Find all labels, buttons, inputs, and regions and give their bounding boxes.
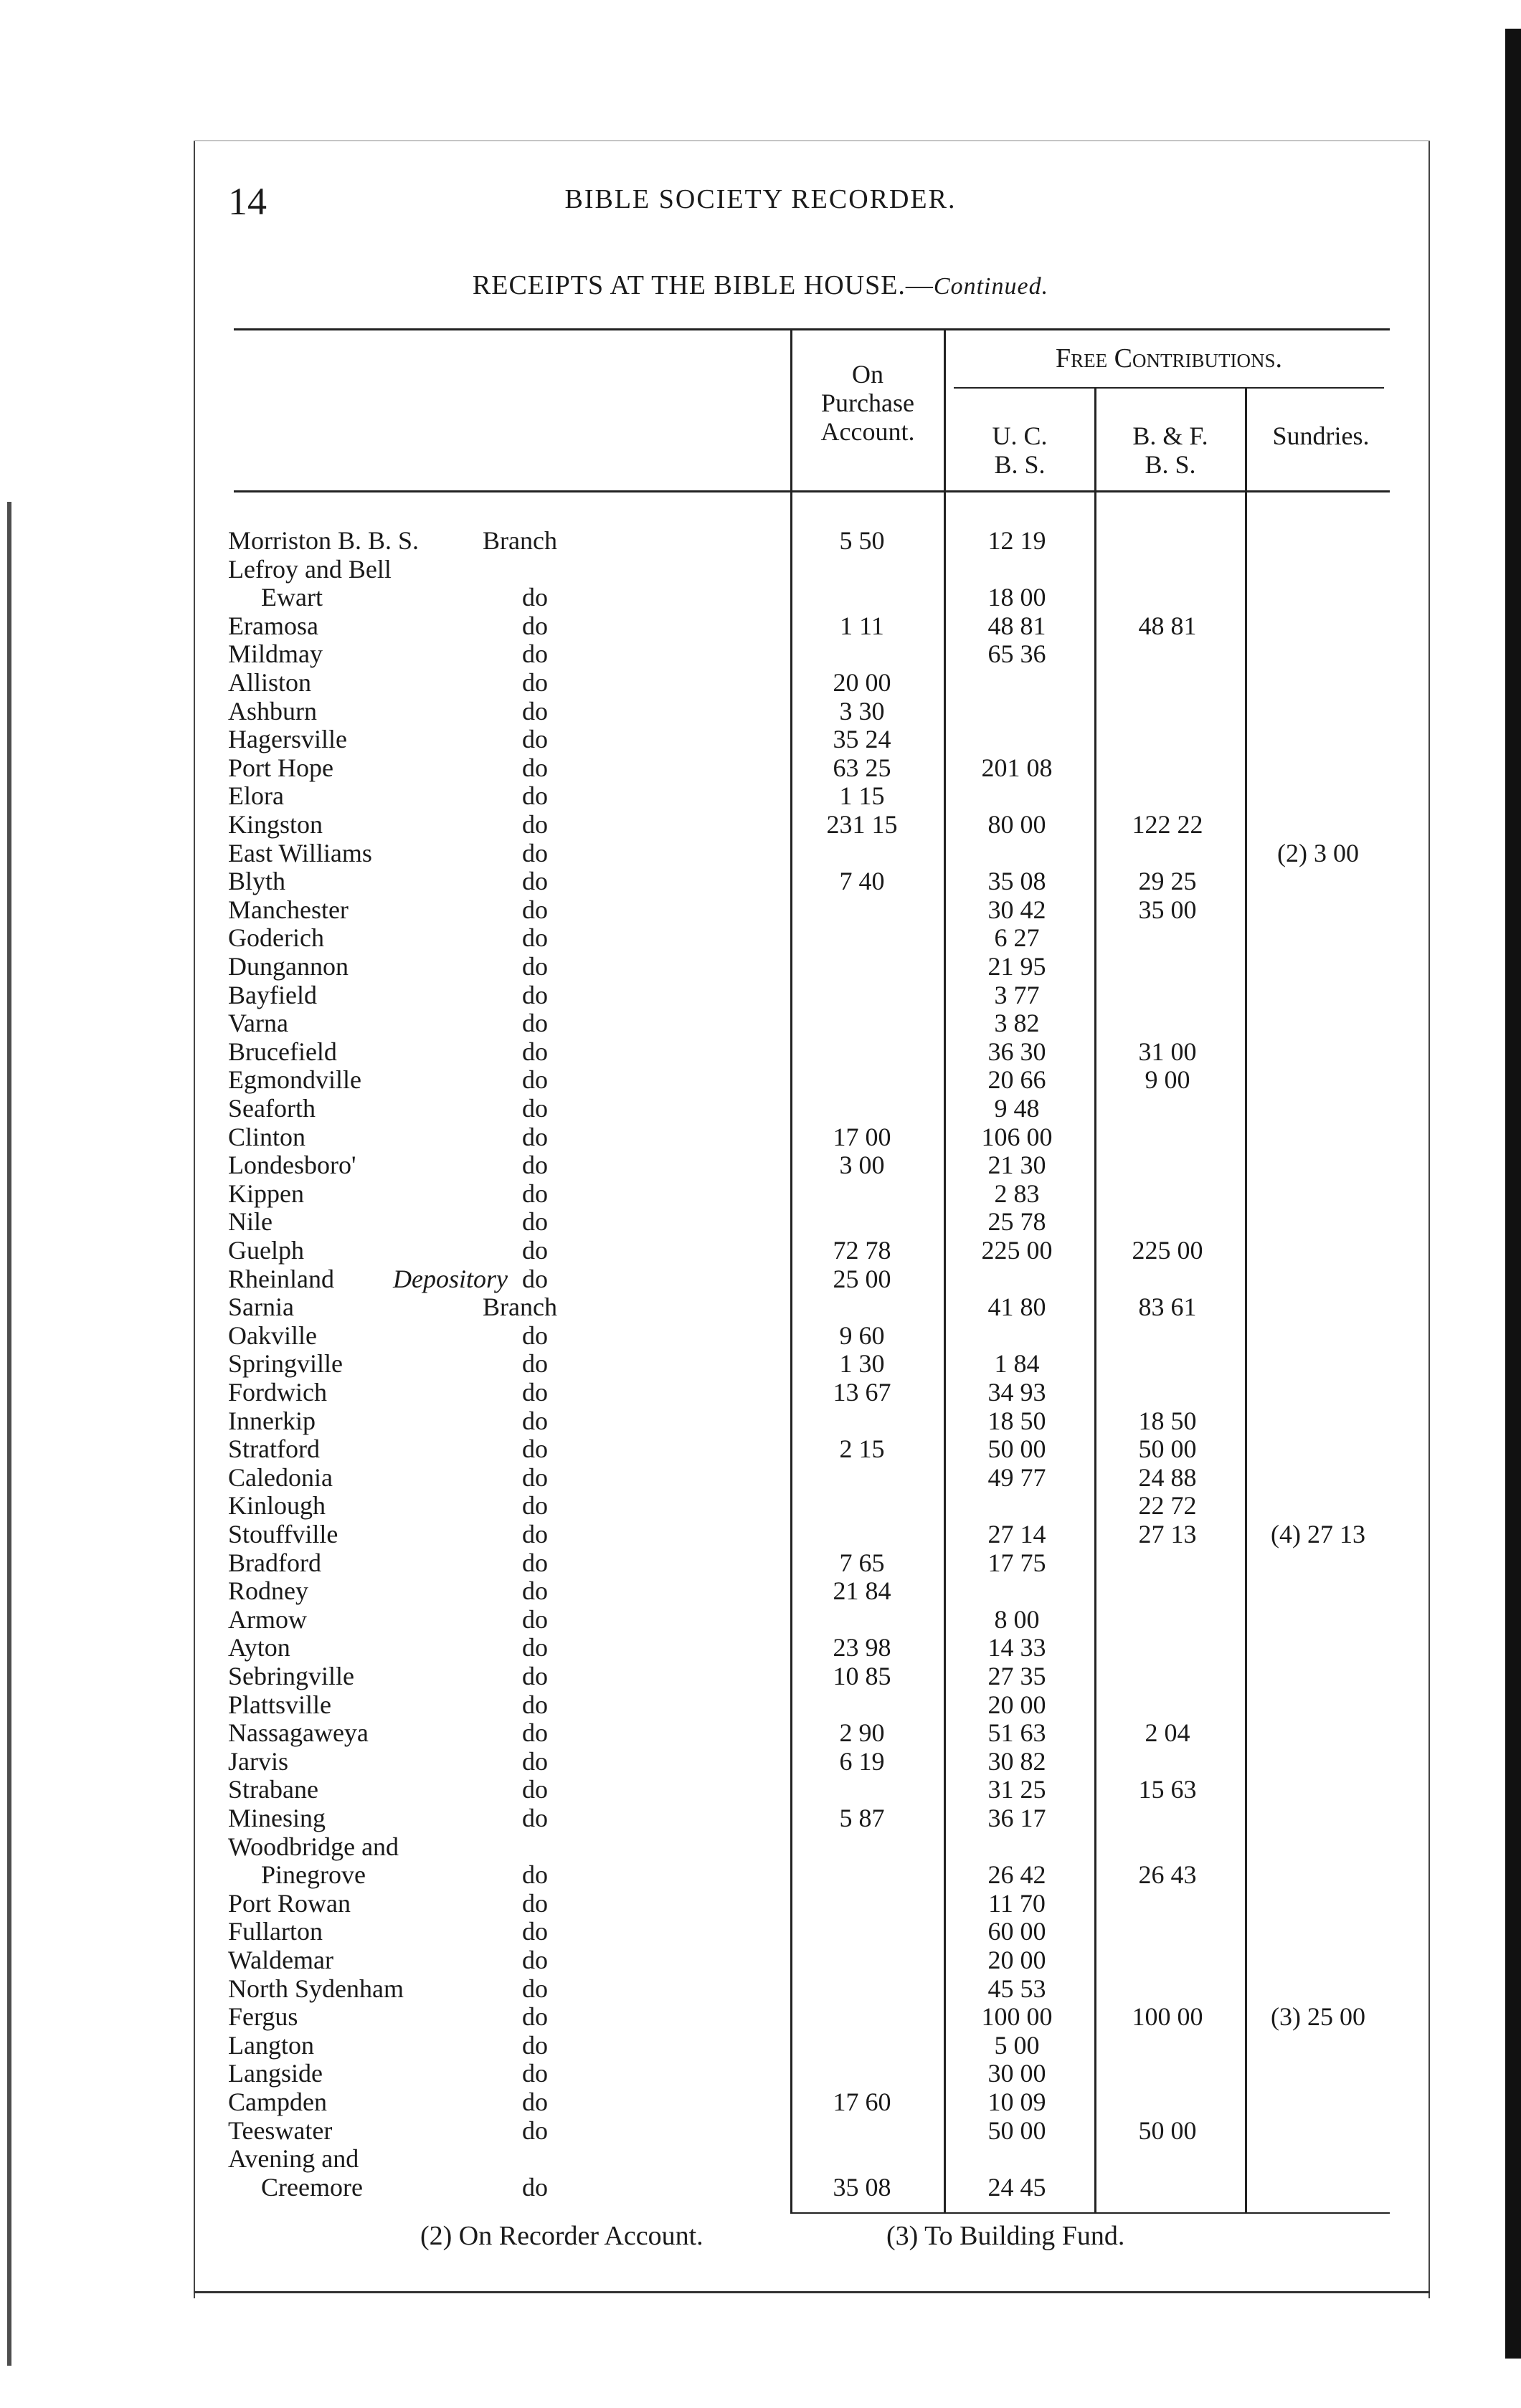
ucbs-cell: 21 30: [987, 1151, 1046, 1179]
purchase-cell: 231 15: [826, 810, 898, 839]
branch-kind: do: [522, 1775, 548, 1804]
ucbs-cell: 50 00: [987, 1434, 1046, 1463]
branch-kind: do: [522, 923, 548, 952]
table-row: [228, 555, 1404, 584]
branch-kind: do: [522, 1179, 548, 1208]
place-name: Langton: [228, 2031, 314, 2060]
place-name: Lefroy and Bell: [228, 555, 392, 584]
header-purchase-line3: Account.: [820, 417, 915, 446]
bfbs-cell: 24 88: [1138, 1463, 1197, 1492]
header-free-contributions: Free Contributions.: [1056, 343, 1282, 373]
ucbs-cell: 36 17: [987, 1804, 1046, 1832]
place-name: Sebringville: [228, 1662, 354, 1690]
bfbs-cell: 2 04: [1145, 1718, 1190, 1747]
ucbs-cell: 60 00: [987, 1917, 1046, 1946]
place-name: Fergus: [228, 2002, 298, 2031]
branch-kind: do: [522, 895, 548, 924]
ucbs-cell: 36 30: [987, 1037, 1046, 1066]
ucbs-cell: 20 00: [987, 1690, 1046, 1719]
place-name: Manchester: [228, 895, 349, 924]
ucbs-cell: 30 00: [987, 2059, 1046, 2088]
branch-kind: do: [522, 1662, 548, 1690]
branch-kind: do: [522, 725, 548, 753]
table-row: [228, 1407, 1404, 1435]
bfbs-cell: 22 72: [1138, 1491, 1197, 1520]
table-row: [228, 2059, 1404, 2088]
branch-kind: do: [522, 781, 548, 810]
ucbs-cell: 3 77: [994, 981, 1040, 1009]
sundries-cell: (3) 25 00: [1271, 2002, 1365, 2031]
branch-kind: do: [522, 1065, 548, 1094]
table-row: [228, 1037, 1404, 1066]
place-name: Woodbridge and: [228, 1832, 399, 1861]
header-sundries: Sundries.: [1272, 422, 1370, 450]
purchase-cell: 63 25: [833, 753, 891, 782]
place-name: Ewart: [261, 583, 323, 611]
purchase-cell: 21 84: [833, 1576, 891, 1605]
place-name: Rodney: [228, 1576, 308, 1605]
branch-kind: do: [522, 1037, 548, 1066]
table-row: [228, 1321, 1404, 1350]
sundries-cell: (2) 3 00: [1277, 839, 1359, 867]
bfbs-cell: 50 00: [1138, 1434, 1197, 1463]
purchase-cell: 10 85: [833, 1662, 891, 1690]
branch-kind: do: [522, 1463, 548, 1492]
ucbs-cell: 6 27: [994, 923, 1040, 952]
ucbs-cell: 20 66: [987, 1065, 1046, 1094]
ucbs-cell: 34 93: [987, 1378, 1046, 1407]
table-row: [228, 1718, 1404, 1747]
ucbs-cell: 11 70: [988, 1889, 1046, 1918]
place-name: Armow: [228, 1605, 307, 1634]
branch-kind: do: [522, 639, 548, 668]
place-name: Guelph: [228, 1236, 304, 1265]
ucbs-cell: 35 08: [987, 867, 1046, 895]
branch-kind: do: [522, 1690, 548, 1719]
place-name: Ashburn: [228, 697, 317, 725]
place-name: Pinegrove: [261, 1860, 366, 1889]
ucbs-cell: 48 81: [987, 611, 1046, 640]
table-row: [228, 1207, 1404, 1236]
branch-kind: do: [522, 583, 548, 611]
place-name: Innerkip: [228, 1407, 316, 1435]
ucbs-cell: 18 00: [987, 583, 1046, 611]
table-row: [228, 1946, 1404, 1974]
table-row: [228, 952, 1404, 981]
place-name: Stouffville: [228, 1520, 338, 1548]
ucbs-cell: 100 00: [981, 2002, 1053, 2031]
table-row: [228, 1151, 1404, 1179]
branch-kind: do: [522, 1917, 548, 1946]
place-name: Londesboro': [228, 1151, 356, 1179]
branch-kind: do: [522, 1605, 548, 1634]
place-name-italic: Depository: [393, 1265, 508, 1293]
branch-kind: do: [522, 1974, 548, 2003]
branch-kind: do: [522, 1860, 548, 1889]
bfbs-cell: 15 63: [1138, 1775, 1197, 1804]
branch-kind: do: [522, 1434, 548, 1463]
place-name: Eramosa: [228, 611, 318, 640]
branch-kind: do: [522, 867, 548, 895]
branch-kind: do: [522, 1407, 548, 1435]
binding-edge: [7, 502, 11, 2366]
place-name: Teeswater: [228, 2116, 333, 2145]
place-name: Plattsville: [228, 1690, 331, 1719]
table-row: [228, 1804, 1404, 1832]
branch-kind: do: [522, 1520, 548, 1548]
page-number: 14: [228, 180, 267, 223]
table-row: [228, 1775, 1404, 1804]
place-name: Hagersville: [228, 725, 347, 753]
branch-kind: do: [522, 1094, 548, 1123]
branch-kind: do: [522, 1349, 548, 1378]
ucbs-cell: 45 53: [987, 1974, 1046, 2003]
place-name: Fullarton: [228, 1917, 323, 1946]
purchase-cell: 1 30: [839, 1349, 885, 1378]
ucbs-cell: 5 00: [994, 2031, 1040, 2060]
ucbs-cell: 14 33: [987, 1633, 1046, 1662]
ucbs-cell: 10 09: [987, 2088, 1046, 2116]
branch-kind: do: [522, 1548, 548, 1577]
bfbs-cell: 31 00: [1138, 1037, 1197, 1066]
table-row: [228, 753, 1404, 782]
table-row: [228, 1236, 1404, 1265]
place-name: Rheinland: [228, 1265, 334, 1293]
branch-kind: do: [522, 668, 548, 697]
place-name: Egmondville: [228, 1065, 361, 1094]
branch-kind: do: [522, 1718, 548, 1747]
table-row: [228, 1520, 1404, 1548]
branch-kind: do: [522, 753, 548, 782]
place-name: Blyth: [228, 867, 286, 895]
table-row: [228, 2116, 1404, 2145]
purchase-cell: 1 11: [840, 611, 884, 640]
table-top-rule: [234, 328, 1390, 330]
place-name: Kinlough: [228, 1491, 326, 1520]
place-name: Nile: [228, 1207, 273, 1236]
ucbs-cell: 41 80: [987, 1293, 1046, 1321]
branch-kind: Branch: [483, 1293, 557, 1321]
purchase-cell: 35 24: [833, 725, 891, 753]
purchase-cell: 72 78: [833, 1236, 891, 1265]
table-row: [228, 1832, 1404, 1861]
table-row: [228, 639, 1404, 668]
ucbs-cell: 9 48: [994, 1094, 1040, 1123]
table-bottom-rule: [790, 2212, 1390, 2214]
header-bottom-rule: [234, 490, 1390, 492]
table-row: [228, 1917, 1404, 1946]
ucbs-cell: 1 84: [994, 1349, 1040, 1378]
branch-kind: do: [522, 810, 548, 839]
place-name: Dungannon: [228, 952, 349, 981]
place-name: Oakville: [228, 1321, 317, 1350]
purchase-cell: 2 15: [839, 1434, 885, 1463]
branch-kind: do: [522, 952, 548, 981]
ucbs-cell: 2 83: [994, 1179, 1040, 1208]
ucbs-cell: 8 00: [994, 1605, 1040, 1634]
table-row: [228, 781, 1404, 810]
footnote-building-fund: (3) To Building Fund.: [886, 2221, 1125, 2251]
bfbs-cell: 48 81: [1138, 611, 1197, 640]
ucbs-cell: 25 78: [987, 1207, 1046, 1236]
header-ucbs-line2: B. S.: [994, 450, 1046, 479]
place-name: Alliston: [228, 668, 312, 697]
table-row: [228, 1633, 1404, 1662]
ucbs-cell: 3 82: [994, 1009, 1040, 1037]
ucbs-cell: 20 00: [987, 1946, 1046, 1974]
sundries-cell: (4) 27 13: [1271, 1520, 1365, 1548]
table-row: [228, 1491, 1404, 1520]
table-row: [228, 1576, 1404, 1605]
table-row: [228, 1265, 1404, 1293]
place-name: Minesing: [228, 1804, 326, 1832]
place-name: Nassagaweya: [228, 1718, 369, 1747]
ucbs-cell: 27 14: [987, 1520, 1046, 1548]
table-row: [228, 981, 1404, 1009]
branch-kind: do: [522, 1946, 548, 1974]
place-name: Springville: [228, 1349, 343, 1378]
purchase-cell: 23 98: [833, 1633, 891, 1662]
bfbs-cell: 35 00: [1138, 895, 1197, 924]
table-row: [228, 839, 1404, 867]
ucbs-cell: 18 50: [987, 1407, 1046, 1435]
ucbs-cell: 49 77: [987, 1463, 1046, 1492]
branch-kind: do: [522, 1123, 548, 1151]
table-row: [228, 2031, 1404, 2060]
branch-kind: do: [522, 1889, 548, 1918]
page-edge-shadow: [1505, 29, 1521, 2359]
place-name: Caledonia: [228, 1463, 333, 1492]
branch-kind: do: [522, 1747, 548, 1776]
header-bfbs-line1: B. & F.: [1132, 422, 1208, 450]
place-name: Brucefield: [228, 1037, 337, 1066]
place-name: East Williams: [228, 839, 372, 867]
header-purchase: [796, 360, 939, 446]
table-row: [228, 1974, 1404, 2003]
header-bfbs-line2: B. S.: [1145, 450, 1196, 479]
branch-kind: do: [522, 2088, 548, 2116]
purchase-cell: 13 67: [833, 1378, 891, 1407]
table-row: [228, 867, 1404, 895]
place-name: Sarnia: [228, 1293, 294, 1321]
table-row: [228, 1463, 1404, 1492]
frame-bottom-rule: [194, 2291, 1430, 2293]
branch-kind: do: [522, 1576, 548, 1605]
place-name: Elora: [228, 781, 284, 810]
branch-kind: do: [522, 2173, 548, 2202]
table-row: [228, 895, 1404, 924]
table-row: [228, 2002, 1404, 2031]
header-purchase-line2: Purchase: [821, 389, 914, 417]
place-name: Mildmay: [228, 639, 323, 668]
place-name: Kippen: [228, 1179, 304, 1208]
ucbs-cell: 50 00: [987, 2116, 1046, 2145]
table-row: [228, 923, 1404, 952]
place-name: Ayton: [228, 1633, 290, 1662]
table-row: [228, 2144, 1404, 2173]
place-name: Bayfield: [228, 981, 317, 1009]
branch-kind: do: [522, 1009, 548, 1037]
bfbs-cell: 100 00: [1132, 2002, 1203, 2031]
place-name: Goderich: [228, 923, 324, 952]
branch-kind: do: [522, 1151, 548, 1179]
header-ucbs-line1: U. C.: [992, 422, 1048, 450]
purchase-cell: 7 65: [839, 1548, 885, 1577]
bfbs-cell: 9 00: [1145, 1065, 1190, 1094]
branch-kind: do: [522, 611, 548, 640]
branch-kind: do: [522, 2031, 548, 2060]
place-name: Creemore: [261, 2173, 363, 2202]
ucbs-cell: 51 63: [987, 1718, 1046, 1747]
purchase-cell: 1 15: [839, 781, 885, 810]
purchase-cell: 5 87: [839, 1804, 885, 1832]
place-name: Strabane: [228, 1775, 318, 1804]
table-row: [228, 1123, 1404, 1151]
ucbs-cell: 26 42: [987, 1860, 1046, 1889]
ucbs-cell: 201 08: [981, 753, 1053, 782]
table-row: [228, 1605, 1404, 1634]
ucbs-cell: 17 75: [987, 1548, 1046, 1577]
footnote-recorder-account: (2) On Recorder Account.: [420, 2221, 703, 2251]
table-row: [228, 1662, 1404, 1690]
table-row: [228, 1434, 1404, 1463]
bfbs-cell: 29 25: [1138, 867, 1197, 895]
place-name: Avening and: [228, 2144, 359, 2173]
table-row: [228, 1293, 1404, 1321]
place-name: Clinton: [228, 1123, 306, 1151]
table-row: [228, 1860, 1404, 1889]
place-name: Varna: [228, 1009, 288, 1037]
branch-kind: do: [522, 839, 548, 867]
free-contributions-rule: [954, 387, 1384, 389]
bfbs-cell: 225 00: [1132, 1236, 1203, 1265]
table-row: [228, 2088, 1404, 2116]
branch-kind: do: [522, 1491, 548, 1520]
table-row: [228, 1548, 1404, 1577]
section-title-main: RECEIPTS AT THE BIBLE HOUSE.—: [472, 270, 934, 300]
purchase-cell: 2 90: [839, 1718, 885, 1747]
table-row: [228, 1747, 1404, 1776]
table-row: [228, 668, 1404, 697]
place-name: Langside: [228, 2059, 323, 2088]
place-name: Waldemar: [228, 1946, 334, 1974]
branch-kind: do: [522, 1236, 548, 1265]
section-title: [0, 270, 1521, 301]
table-row: [228, 1179, 1404, 1208]
table-row: [228, 697, 1404, 725]
ucbs-cell: 31 25: [987, 1775, 1046, 1804]
branch-kind: do: [522, 1804, 548, 1832]
ucbs-cell: 225 00: [981, 1236, 1053, 1265]
purchase-cell: 17 60: [833, 2088, 891, 2116]
purchase-cell: 5 50: [839, 526, 885, 555]
purchase-cell: 6 19: [839, 1747, 885, 1776]
purchase-cell: 3 30: [839, 697, 885, 725]
branch-kind: do: [522, 1633, 548, 1662]
branch-kind: do: [522, 697, 548, 725]
branch-kind: do: [522, 1207, 548, 1236]
table-row: [228, 1889, 1404, 1918]
branch-kind: do: [522, 2059, 548, 2088]
branch-kind: do: [522, 1265, 548, 1293]
branch-kind: do: [522, 1378, 548, 1407]
table-row: [228, 583, 1404, 611]
branch-kind: do: [522, 2002, 548, 2031]
table-row: [228, 1094, 1404, 1123]
bfbs-cell: 122 22: [1132, 810, 1203, 839]
ucbs-cell: 21 95: [987, 952, 1046, 981]
bfbs-cell: 27 13: [1138, 1520, 1197, 1548]
table-row: [228, 2173, 1404, 2202]
table-row: [228, 611, 1404, 640]
table-row: [228, 1378, 1404, 1407]
purchase-cell: 25 00: [833, 1265, 891, 1293]
place-name: Morriston B. B. S.: [228, 526, 420, 555]
place-name: Stratford: [228, 1434, 320, 1463]
purchase-cell: 7 40: [839, 867, 885, 895]
purchase-cell: 17 00: [833, 1123, 891, 1151]
bfbs-cell: 26 43: [1138, 1860, 1197, 1889]
place-name: Bradford: [228, 1548, 321, 1577]
place-qualifier: [393, 1265, 508, 1293]
table-row: [228, 526, 1404, 555]
ucbs-cell: 65 36: [987, 639, 1046, 668]
table-row: [228, 1009, 1404, 1037]
place-name: Seaforth: [228, 1094, 316, 1123]
header-bfbs: [1099, 422, 1242, 479]
ucbs-cell: 30 82: [987, 1747, 1046, 1776]
purchase-cell: 9 60: [839, 1321, 885, 1350]
table-row: [228, 1690, 1404, 1719]
table-row: [228, 1065, 1404, 1094]
table-row: [228, 1349, 1404, 1378]
purchase-cell: 35 08: [833, 2173, 891, 2202]
header-ucbs: [948, 422, 1091, 479]
branch-kind: do: [522, 981, 548, 1009]
place-name: Port Rowan: [228, 1889, 351, 1918]
ucbs-cell: 30 42: [987, 895, 1046, 924]
place-name: Campden: [228, 2088, 327, 2116]
header-purchase-line1: On: [852, 360, 883, 389]
bfbs-cell: 83 61: [1138, 1293, 1197, 1321]
table-row: [228, 725, 1404, 753]
ucbs-cell: 80 00: [987, 810, 1046, 839]
ucbs-cell: 12 19: [987, 526, 1046, 555]
bfbs-cell: 18 50: [1138, 1407, 1197, 1435]
place-name: Fordwich: [228, 1378, 327, 1407]
branch-kind: do: [522, 2116, 548, 2145]
ucbs-cell: 24 45: [987, 2173, 1046, 2202]
ucbs-cell: 106 00: [981, 1123, 1053, 1151]
ucbs-cell: 27 35: [987, 1662, 1046, 1690]
place-name: Port Hope: [228, 753, 333, 782]
branch-kind: Branch: [483, 526, 557, 555]
purchase-cell: 3 00: [839, 1151, 885, 1179]
branch-kind: do: [522, 1321, 548, 1350]
table-row: [228, 810, 1404, 839]
place-name: Kingston: [228, 810, 323, 839]
section-title-suffix: Continued.: [933, 273, 1049, 300]
place-name: Jarvis: [228, 1747, 288, 1776]
purchase-cell: 20 00: [833, 668, 891, 697]
bfbs-cell: 50 00: [1138, 2116, 1197, 2145]
running-head: BIBLE SOCIETY RECORDER.: [564, 184, 957, 214]
place-name: North Sydenham: [228, 1974, 404, 2003]
